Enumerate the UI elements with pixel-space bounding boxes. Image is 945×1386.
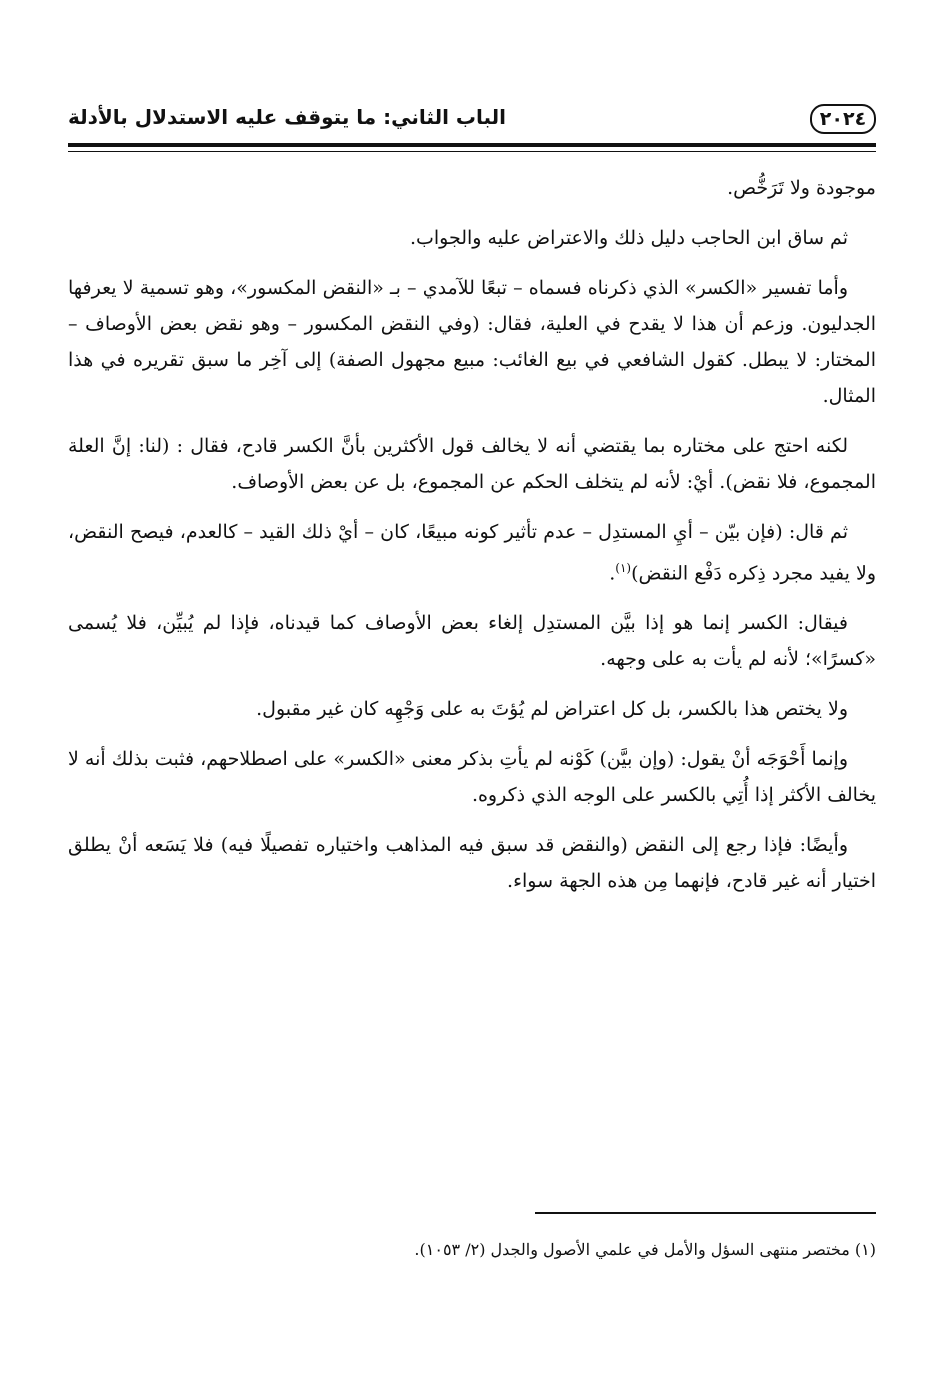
header-rule-thin bbox=[68, 151, 876, 152]
body-text bbox=[68, 170, 876, 913]
paragraph-end: . bbox=[609, 562, 616, 585]
paragraph: فيقال: الكسر إنما هو إذا بيَّن المستدِل إلغاء بعض الأوصاف كما قيدناه، فإذا لم يُبيِّن، فلا يُسمى «كسرًا»؛ لأنه لم يأت به على وجهه. bbox=[68, 612, 876, 671]
footnote-reference[interactable]: (١) bbox=[615, 561, 632, 575]
footnote-separator bbox=[535, 1212, 876, 1214]
paragraph-with-footnote bbox=[68, 514, 876, 591]
paragraph-text: ثم قال: (فإن بيّن – أيِ المستدِل – عدم تأثير كونه مبيعًا، كان – أيْ ذلك القيد – كالعدم، فيصح النقض، ولا يفيد مجرد ذِكره دَفْع النقض) bbox=[68, 521, 876, 585]
footnote: (١) مختصر منتهى السؤل والأمل في علمي الأصول والجدل (٢/ ١٠٥٣). bbox=[414, 1240, 876, 1259]
paragraph: وأيضًا: فإذا رجع إلى النقض (والنقض قد سبق فيه المذاهب واختياره تفصيلًا فيه) فلا يَسَعه أنْ يطلق اختيار أنه غير قادح، فإنهما مِن هذه الجهة سواء. bbox=[68, 834, 876, 893]
running-title: الباب الثاني: ما يتوقف عليه الاستدلال بالأدلة bbox=[68, 105, 507, 129]
header-rule-thick bbox=[68, 143, 876, 147]
paragraph: وأما تفسير «الكسر» الذي ذكرناه فسماه – تبعًا للآمدي – بـ «النقض المكسور»، وهو تسمية لا يعرفها الجدليون. وزعم أن هذا لا يقدح في العلية، فقال: (وفي النقض المكسور – وهو نقض بعض الأوصاف – المختار: لا يبطل. كقول الشافعي في بيع الغائب: مبيع مجهول الصفة) إلى آخِر ما سبق تقريره في هذا المثال. bbox=[68, 277, 876, 407]
paragraph: موجودة ولا تَرَخُّص. bbox=[727, 177, 876, 199]
paragraph: ولا يختص هذا بالكسر، بل كل اعتراض لم يُؤتَ به على وَجْهِه كان غير مقبول. bbox=[256, 698, 848, 721]
paragraph: وإنما أَحْوَجَه أنْ يقول: (وإن بيَّن) كَوْنه لم يأتِ بذكر معنى «الكسر» على اصطلاحهم، فثبت بذلك أنه لا يخالف الأكثر إذا أُتِي بالكسر على الوجه الذي ذكروه. bbox=[68, 748, 876, 807]
paragraph: لكنه احتج على مختاره بما يقتضي أنه لا يخالف قول الأكثرين بأنَّ الكسر قادح، فقال : (لنا: إنَّ العلة المجموع، فلا نقض). أيْ: لأنه لم يتخلف الحكم عن المجموع، بل عن بعض الأوصاف. bbox=[68, 435, 876, 493]
paragraph: ثم ساق ابن الحاجب دليل ذلك والاعتراض عليه والجواب. bbox=[409, 227, 848, 249]
page-number: ٢٠٢٤ bbox=[810, 104, 876, 134]
page-header bbox=[68, 100, 876, 140]
